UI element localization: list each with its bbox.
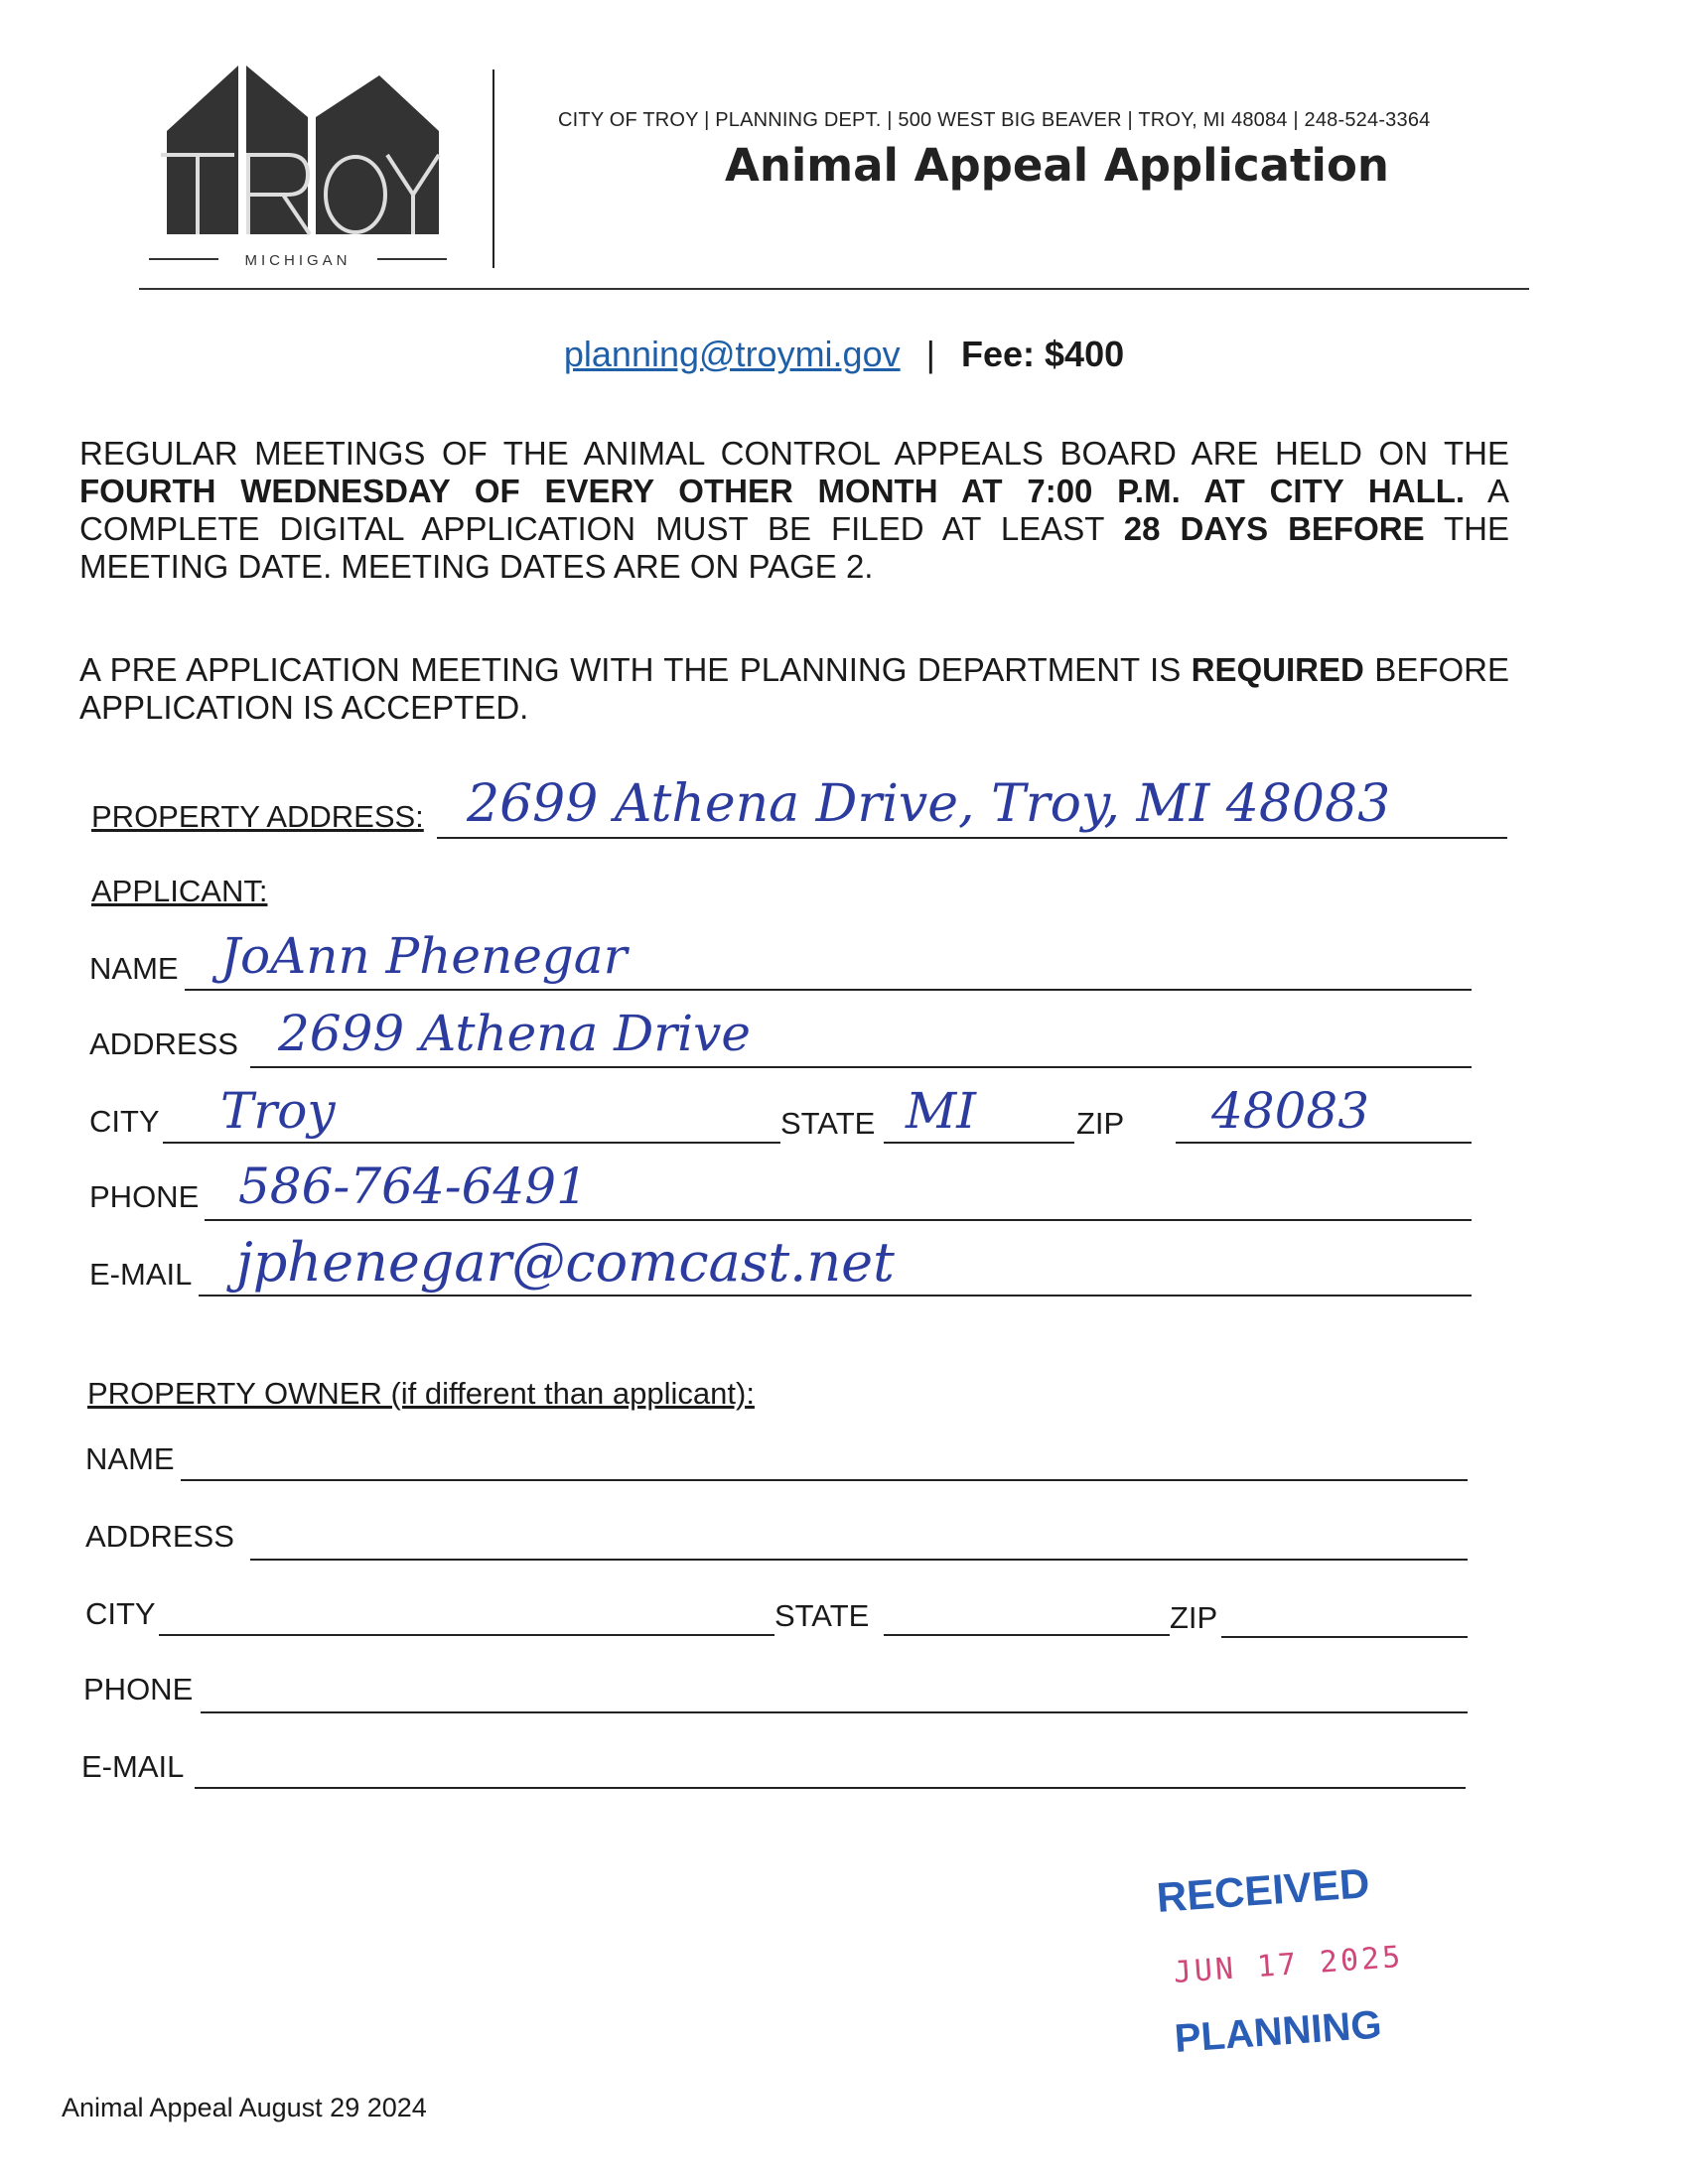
owner-phone-label: PHONE: [83, 1672, 194, 1706]
owner-phone-field[interactable]: [201, 1711, 1468, 1713]
troy-logo: [139, 56, 457, 284]
notice-bold: 28 DAYS BEFORE: [1123, 510, 1425, 547]
applicant-address-label: ADDRESS: [89, 1026, 238, 1061]
notice-text: REGULAR MEETINGS OF THE ANIMAL CONTROL APPEALS BOARD ARE HELD ON THE: [79, 435, 1509, 472]
notice-text: A PRE APPLICATION MEETING WITH THE PLANNING DEPARTMENT IS: [79, 651, 1192, 688]
received-stamp-date: JUN 17 2025: [1172, 1939, 1405, 1990]
applicant-zip-field[interactable]: 48083: [1211, 1082, 1370, 1140]
notice-bold: FOURTH WEDNESDAY OF EVERY OTHER MONTH AT 7:00 P.M. AT CITY HALL.: [79, 473, 1466, 509]
applicant-city-line: [163, 1142, 780, 1144]
contact-line: CITY OF TROY | PLANNING DEPT. | 500 WEST BIG BEAVER | TROY, MI 48084 | 248-524-3364: [558, 109, 1431, 131]
notice-bold: REQUIRED: [1191, 651, 1364, 688]
pre-application-notice: [79, 651, 1509, 727]
applicant-phone-line: [205, 1219, 1472, 1221]
applicant-address-line: [250, 1066, 1472, 1068]
separator: |: [925, 334, 935, 374]
property-address-label: PROPERTY ADDRESS:: [91, 799, 424, 834]
notice-text: A COMPLETE DIGITAL APPLICATION MUST BE FILED AT LEAST: [79, 473, 1510, 547]
footer-version: Animal Appeal August 29 2024: [62, 2093, 427, 2122]
planning-email-link[interactable]: planning@troymi.gov: [563, 334, 901, 374]
applicant-email-label: E-MAIL: [89, 1257, 193, 1292]
fee-text: Fee: $400: [961, 334, 1125, 374]
owner-name-label: NAME: [85, 1441, 175, 1476]
owner-city-label: CITY: [85, 1596, 156, 1631]
applicant-state-label: STATE: [780, 1106, 876, 1141]
header-rule: [139, 288, 1529, 290]
owner-email-field[interactable]: [195, 1787, 1466, 1789]
applicant-heading: APPLICANT:: [91, 874, 268, 908]
email-fee-line: [0, 334, 1688, 375]
applicant-state-field[interactable]: MI: [906, 1082, 976, 1140]
property-address-field[interactable]: 2699 Athena Drive, Troy, MI 48083: [467, 774, 1391, 834]
received-stamp: RECEIVED: [1155, 1859, 1371, 1921]
property-address-line: [437, 837, 1507, 839]
applicant-name-line: [185, 989, 1472, 991]
owner-address-label: ADDRESS: [85, 1519, 234, 1554]
owner-city-field[interactable]: [159, 1634, 774, 1636]
applicant-name-label: NAME: [89, 951, 179, 986]
owner-state-field[interactable]: [884, 1634, 1170, 1636]
applicant-zip-line: [1176, 1142, 1472, 1144]
owner-email-label: E-MAIL: [81, 1749, 185, 1784]
applicant-zip-label: ZIP: [1076, 1106, 1125, 1141]
owner-heading: PROPERTY OWNER (if different than applicant):: [87, 1376, 755, 1411]
applicant-address-field[interactable]: 2699 Athena Drive: [278, 1005, 751, 1062]
applicant-city-label: CITY: [89, 1104, 160, 1139]
owner-zip-label: ZIP: [1170, 1600, 1218, 1635]
owner-name-field[interactable]: [181, 1479, 1468, 1481]
applicant-phone-field[interactable]: 586-764-6491: [238, 1158, 588, 1215]
applicant-email-line: [199, 1295, 1472, 1297]
applicant-phone-label: PHONE: [89, 1179, 200, 1214]
applicant-state-line: [884, 1142, 1074, 1144]
owner-zip-field[interactable]: [1221, 1636, 1468, 1638]
notice-text: BEFORE APPLICATION IS ACCEPTED.: [79, 651, 1509, 726]
owner-address-field[interactable]: [250, 1559, 1468, 1561]
received-stamp-department: PLANNING: [1173, 2002, 1383, 2061]
owner-state-label: STATE: [774, 1598, 870, 1633]
header-divider: [492, 69, 494, 268]
applicant-city-field[interactable]: Troy: [220, 1082, 336, 1140]
page-title: Animal Appeal Application: [725, 139, 1389, 192]
notice-text: THE MEETING DATE. MEETING DATES ARE ON PAGE 2.: [79, 510, 1509, 585]
svg-text:MICHIGAN: MICHIGAN: [244, 252, 352, 269]
meeting-notice: [79, 435, 1509, 586]
applicant-name-field[interactable]: JoAnn Phenegar: [220, 927, 628, 985]
applicant-email-field[interactable]: jphenegar@comcast.net: [236, 1231, 895, 1294]
